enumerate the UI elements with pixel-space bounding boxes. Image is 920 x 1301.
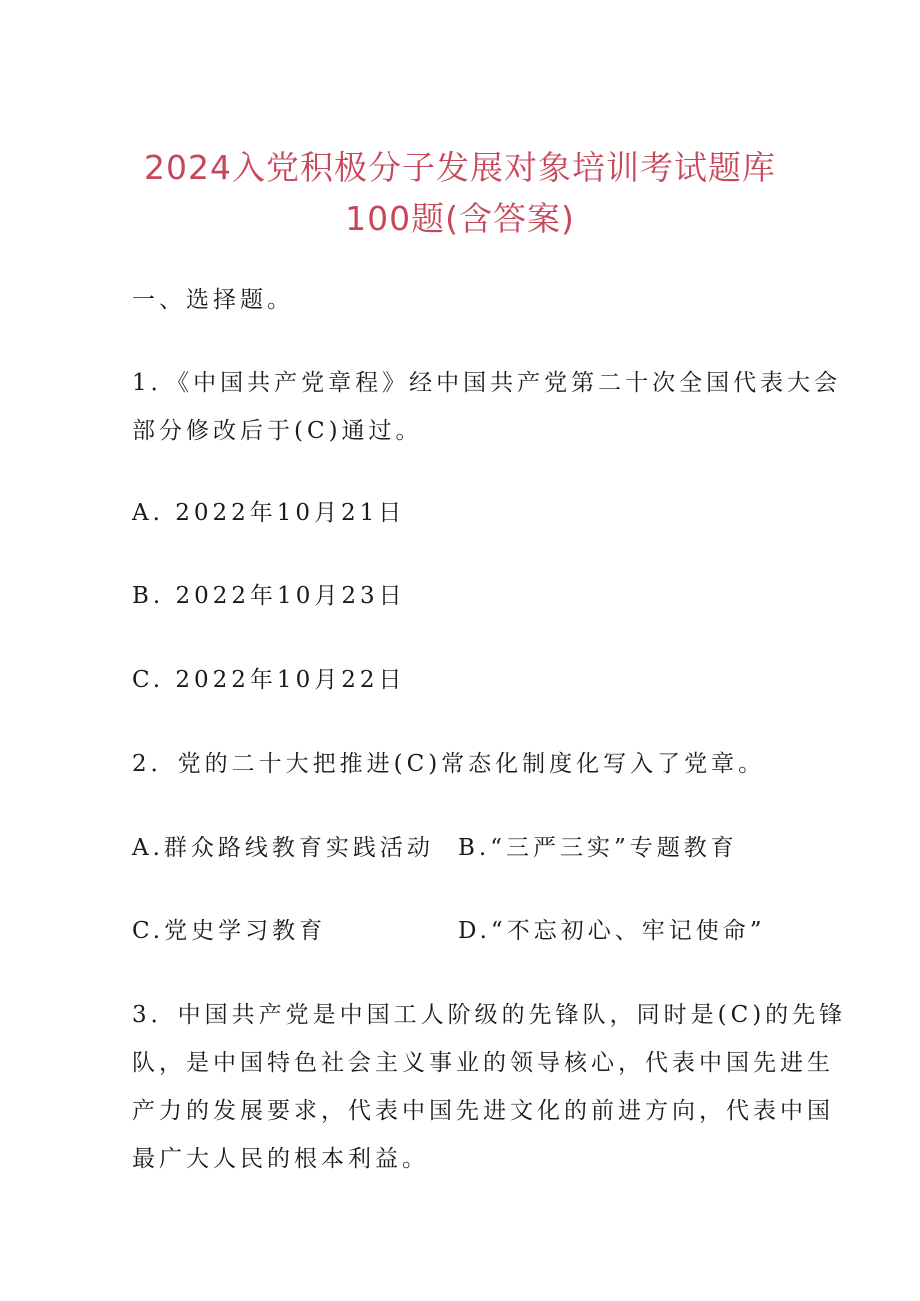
- document-title-line-2: 100题(含答案): [345, 199, 575, 238]
- question-1-option-b: B. 2022年10月23日: [132, 583, 406, 609]
- question-1-option-a: A. 2022年10月21日: [132, 500, 406, 526]
- question-3-line-3: 产力的发展要求，代表中国先进文化的前进方向，代表中国: [132, 1098, 834, 1124]
- question-1-option-c: C. 2022年10月22日: [132, 667, 406, 693]
- question-2-option-c: C.党史学习教育: [132, 918, 327, 944]
- question-2-line-1: 2．党的二十大把推进(C)常态化制度化写入了党章。: [132, 751, 766, 777]
- question-3-line-2: 队，是中国特色社会主义事业的领导核心，代表中国先进生: [132, 1050, 834, 1076]
- question-3-line-4: 最广大人民的根本利益。: [132, 1146, 429, 1172]
- question-1-line-1: 1．《中国共产党章程》经中国共产党第二十次全国代表大会: [132, 370, 842, 396]
- question-3-line-1: 3．中国共产党是中国工人阶级的先锋队，同时是(C)的先锋: [132, 1002, 847, 1028]
- section-heading: 一、选择题。: [132, 287, 294, 313]
- question-2-option-d: D.“不忘初心、牢记使命”: [458, 918, 766, 944]
- question-1-line-2: 部分修改后于(C)通过。: [132, 418, 423, 444]
- document-title-line-1: 2024入党积极分子发展对象培训考试题库: [144, 148, 776, 187]
- question-2-option-a: A.群众路线教育实践活动: [132, 835, 434, 861]
- question-2-option-b: B.“三严三实”专题教育: [458, 835, 738, 861]
